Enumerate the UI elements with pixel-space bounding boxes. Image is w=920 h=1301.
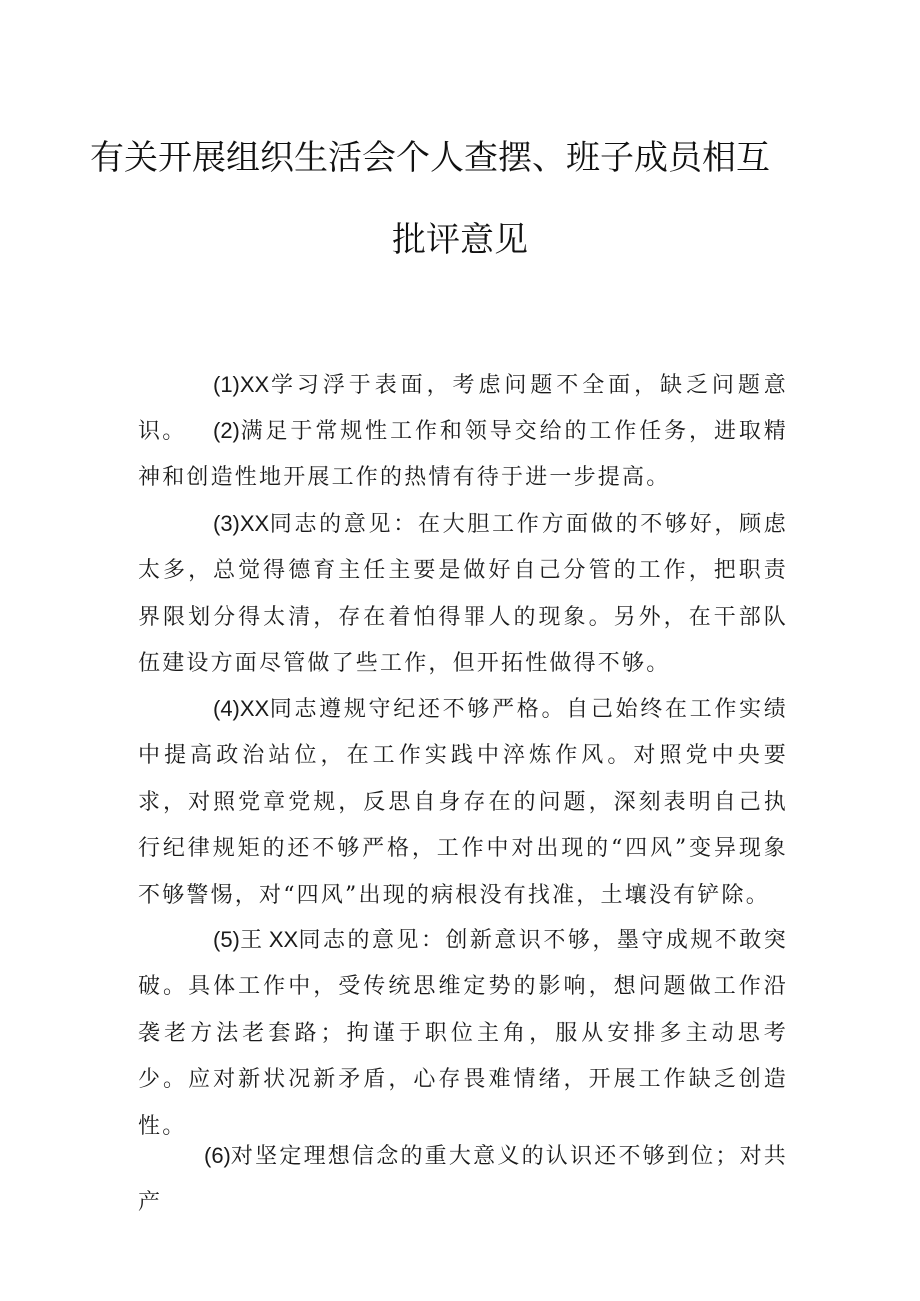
paragraph-2-text: 满足于常规性工作和领导交给的工作任务，进取精神和创造性地开展工作的热情有待于进一步提高。 bbox=[138, 419, 788, 491]
paragraph-2 bbox=[138, 408, 788, 502]
paragraph-6 bbox=[138, 1133, 788, 1227]
paragraph-1-number: (1)XX bbox=[213, 372, 270, 397]
paragraph-4 bbox=[138, 686, 788, 919]
paragraph-2-number: (2) bbox=[213, 418, 240, 443]
paragraph-5-text: 同志的意见：创新意识不够，墨守成规不敢突破。具体工作中，受传统思维定势的影响，想问题做工作沿袭老方法老套路；拘谨于职位主角，服从安排多主动思考少。应对新状况新矛盾，心存畏难情绪，开展工作缺乏创造性。 bbox=[138, 928, 788, 1139]
paragraph-1-text: 学习浮于表面，考虑问题不全面，缺乏问题意识。 bbox=[138, 373, 788, 445]
paragraph-5-number: (5)王 XX bbox=[213, 927, 299, 952]
paragraph-6-number: (6) bbox=[204, 1143, 231, 1168]
paragraph-6-text: 对坚定理想信念的重大意义的认识还不够到位；对共产 bbox=[138, 1144, 788, 1216]
paragraph-5 bbox=[138, 917, 788, 1150]
paragraph-3-text: 同志的意见：在大胆工作方面做的不够好，顾虑太多，总觉得德育主任主要是做好自己分管的工作，把职责界限划分得太清，存在着怕得罪人的现象。另外，在干部队伍建设方面尽管做了些工作，但开拓性做得不够。 bbox=[138, 512, 788, 677]
paragraph-3-number: (3)XX bbox=[213, 511, 270, 536]
paragraph-4-text: 同志遵规守纪还不够严格。自己始终在工作实绩中提高政治站位，在工作实践中淬炼作风。对照党中央要求，对照党章党规，反思自身存在的问题，深刻表明自己执行纪律规矩的还不够严格，工作中对出现的“四风”变异现象不够警惕，对“四风”出现的病根没有找准，土壤没有铲除。 bbox=[138, 697, 788, 908]
paragraph-3 bbox=[138, 501, 788, 688]
document-title-line-1: 有关开展组织生活会个人查摆、班子成员相互 bbox=[90, 138, 770, 178]
paragraph-4-number: (4)XX bbox=[213, 696, 270, 721]
document-title-line-2: 批评意见 bbox=[392, 220, 528, 260]
